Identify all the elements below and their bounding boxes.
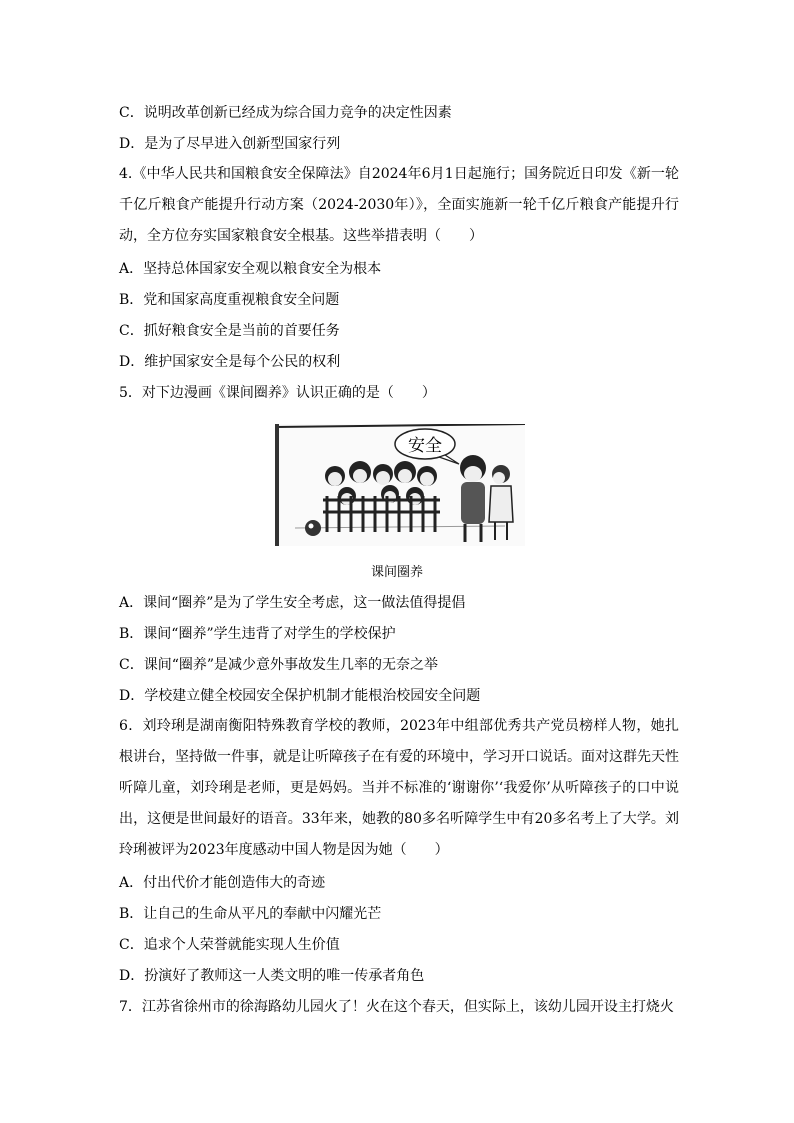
option-3d: D．是为了尽早进入创新型国家行列 bbox=[119, 136, 341, 152]
option-6d: D．扮演好了教师这一人类文明的唯一传承者角色 bbox=[119, 968, 425, 984]
option-6c: C．追求个人荣誉就能实现人生价值 bbox=[119, 937, 340, 953]
question-7-stem: 7．江苏省徐州市的徐海路幼儿园火了！火在这个春天，但实际上，该幼儿园开设主打烧火 bbox=[119, 999, 674, 1015]
option-5c: C．课间“圈养”是减少意外事故发生几率的无奈之举 bbox=[119, 657, 439, 673]
option-6b: B．让自己的生命从平凡的奉献中闪耀光芒 bbox=[119, 906, 382, 922]
option-3c: C．说明改革创新已经成为综合国力竞争的决定性因素 bbox=[119, 105, 452, 121]
option-6a: A．付出代价才能创造伟大的奇迹 bbox=[119, 875, 326, 891]
comic-illustration bbox=[275, 424, 525, 546]
question-6-stem: 6．刘玲琍是湖南衡阳特殊教育学校的教师，2023年中组部优秀共产党员榜样人物，她扎根讲台，坚持做一件事，就是让听障孩子在有爱的环境中，学习开口说话。面对这群先天性听障儿童，刘玲琍是老师，更是妈妈。当并不标准的‘谢谢你’‘我爱你’从听障孩子的口中说出，这便是世间最好的语音。33年来，她教的80多名听障学生中有20多名考上了大学。刘玲琍被评为2023年度感动中国人物是因为她（ ） bbox=[119, 718, 679, 858]
question-5-stem: 5．对下边漫画《课间圈养》认识正确的是（ ） bbox=[119, 385, 436, 401]
option-4d: D．维护国家安全是每个公民的权利 bbox=[119, 354, 341, 370]
option-5d: D．学校建立健全校园安全保护机制才能根治校园安全问题 bbox=[119, 688, 481, 704]
option-5b: B．课间“圈养”学生违背了对学生的学校保护 bbox=[119, 626, 396, 642]
question-4-stem: 4.《中华人民共和国粮食安全保障法》自2024年6月1日起施行；国务院近日印发《新一轮千亿斤粮食产能提升行动方案（2024-2030年）》，全面实施新一轮千亿斤粮食产能提升行动，全方位夯实国家粮食安全根基。这些举措表明（ ） bbox=[119, 166, 679, 244]
option-5a: A．课间“圈养”是为了学生安全考虑，这一做法值得提倡 bbox=[119, 595, 466, 611]
ball-icon bbox=[305, 520, 321, 536]
option-4b: B．党和国家高度重视粮食安全问题 bbox=[119, 292, 340, 308]
bubble-text: 安全 bbox=[408, 436, 442, 456]
comic-caption: 课间圈养 bbox=[370, 565, 423, 580]
option-4a: A．坚持总体国家安全观以粮食安全为根本 bbox=[119, 261, 382, 277]
option-4c: C．抓好粮食安全是当前的首要任务 bbox=[119, 323, 340, 339]
